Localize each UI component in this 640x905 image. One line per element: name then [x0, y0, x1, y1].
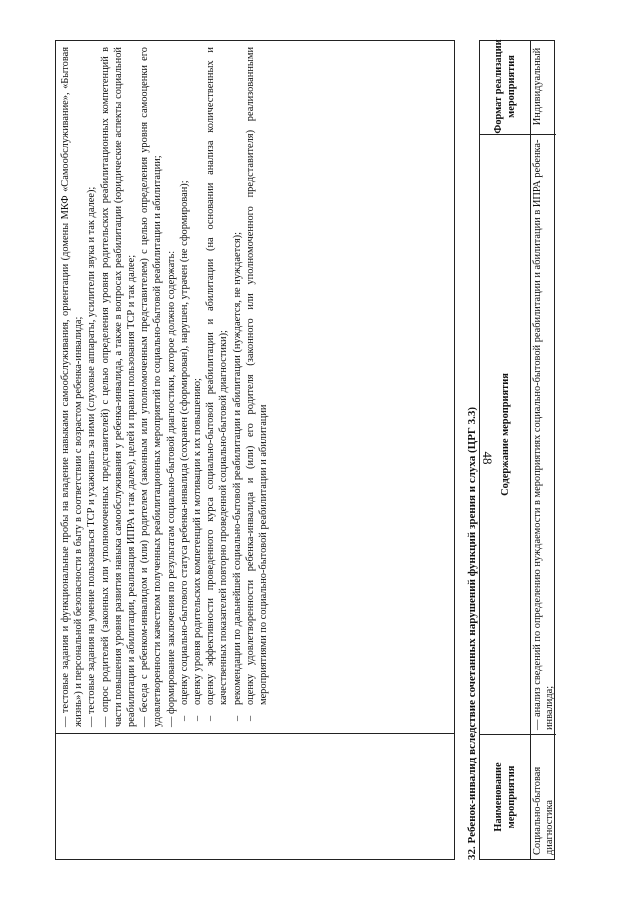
upper-table-name-column — [56, 733, 454, 859]
lower-table — [479, 40, 555, 860]
header-name: Наименование мероприятия — [480, 734, 530, 859]
list-item: – оценку эффективности проведенного курса социально-бытовой реабилитации и абилитации (на основании анализа количественных и качественных показателей повторно проведенной социально-бытовой диагностики); — [204, 47, 230, 705]
paragraph: — беседа с ребенком-инвалидом и (или) родителем (законным или уполномоченным представителем) с целью определения уровня самооценки его удовлетворенности качеством полученных реабилитационных мероприятий по социально-бытовой реабилитации и абилитации; — [139, 47, 164, 727]
list-item: – оценку уровня родительских компетенций и мотивации к их повышению; — [191, 47, 204, 705]
header-content: Содержание мероприятия — [480, 134, 530, 734]
section-title: 32. Ребенок-инвалид вследствие сочетанных нарушений функций зрения и слуха (ЦРГ 3.3) — [466, 406, 478, 860]
row-format: Индивидуальный — [532, 47, 543, 126]
lower-table-header — [480, 41, 531, 859]
upper-table-content-cell — [56, 41, 454, 733]
paragraph: — тестовые задания и функциональные пробы на владение навыками самообслуживания, ориентации (домены МКФ «Самообслуживание», «Бытовая жизнь») и персональной безопасности в быту в соответствии с возрастом ребенка-инвалида; — [60, 47, 85, 727]
header-format: Формат реализации мероприятия — [493, 39, 517, 134]
page-number: 48 — [480, 451, 495, 465]
list-item: – рекомендации по дальнейшей социально-бытовой реабилитации и абилитации (нуждается, не нуждается); — [231, 47, 244, 705]
list-item: – оценку социально-бытового статуса ребенка-инвалида (сохранен (сформирован), нарушен, утрачен (не сформирован); — [178, 47, 191, 705]
row-content: — анализ сведений по определению нуждаемости в мероприятиях социально-бытовой реабилитации и абилитации в ИПРА ребенка-инвалида; — [530, 134, 556, 734]
paragraph: — опрос родителей (законных или уполномоченных представителей) с целью определения уровня родительских реабилитационных компетенций в части повышения уровня развития навыка самообслуживания у ребенка-инвалида, а также в вопросах реабилитации (юридические аспекты социальной реабилитации и абилитации, реализация ИПРА и так далее), целей и правил пользования ТСР и так далее; — [99, 47, 138, 727]
paragraph: — тестовые задания на умение пользоваться ТСР и ухаживать за ними (слуховые аппараты, усилители звука и так далее); — [86, 186, 98, 727]
row-name: Социально-бытовая диагностика — [530, 734, 556, 859]
conclusion-list — [178, 47, 270, 727]
rotated-page-content — [55, 40, 555, 860]
upper-table — [55, 40, 455, 860]
list-item: – оценку удовлетворенности ребенка-инвалида и (или) его родителя (законного или уполномоченного представителя) реализованными мероприятиями по социально-бытовой реабилитации и абилитации — [244, 47, 270, 705]
table-row — [530, 41, 556, 859]
paragraph: — формирование заключения по результатам социально-бытовой диагностики, которое должно содержать: — [165, 250, 177, 727]
